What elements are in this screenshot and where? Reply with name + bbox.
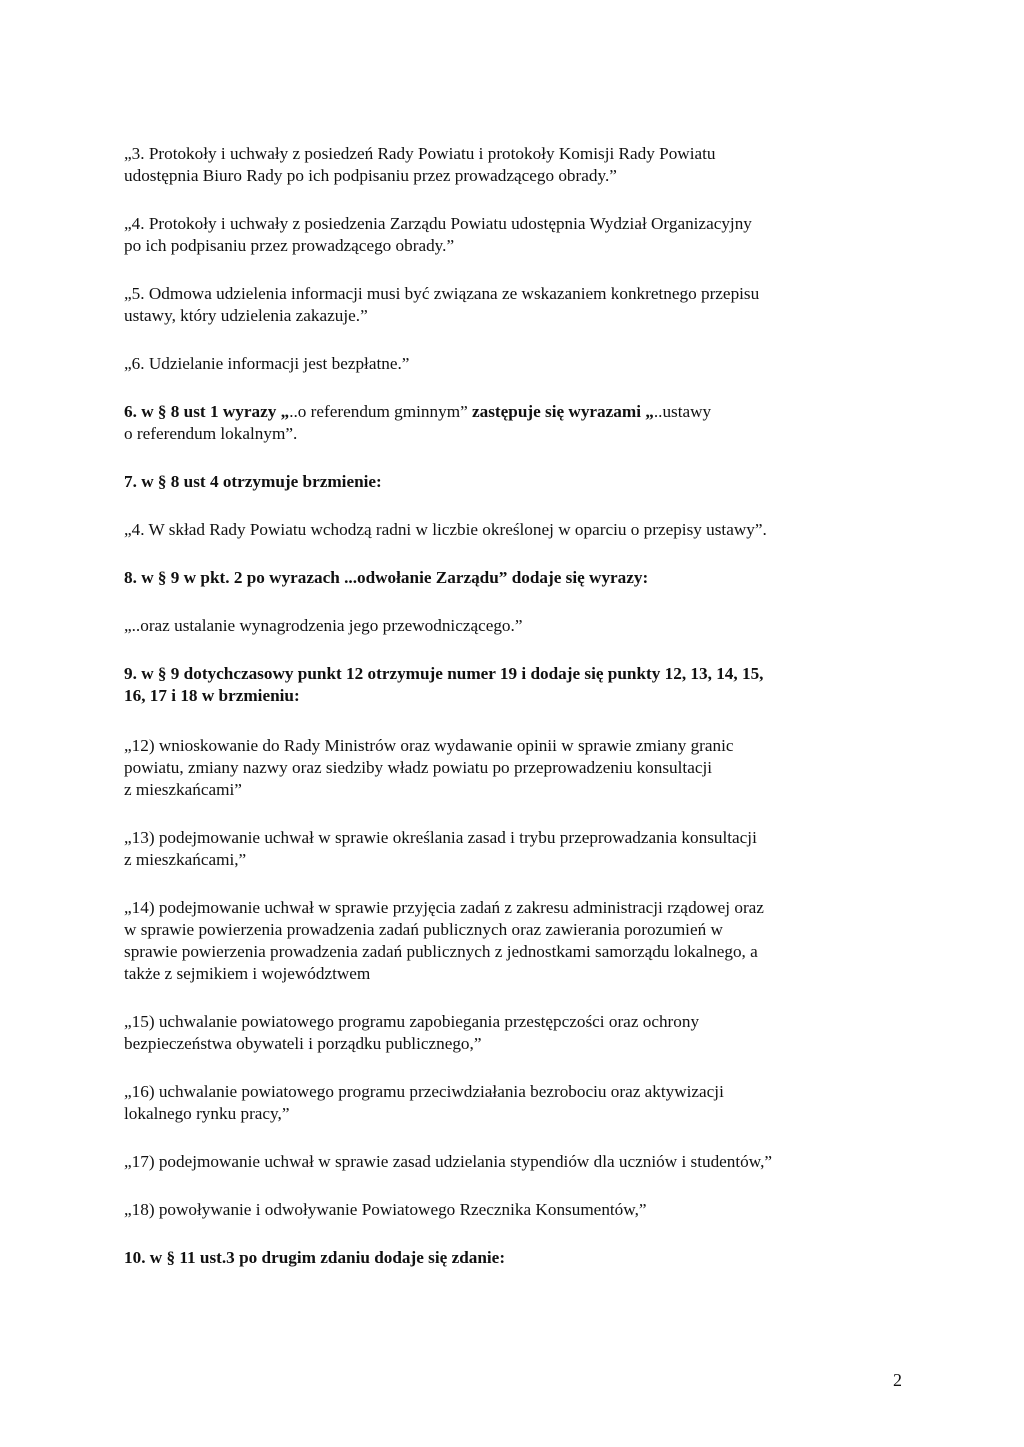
point-13 — [124, 827, 914, 871]
text-line: ustawy, który udzielenia zakazuje.” — [124, 306, 368, 325]
text-line: sprawie powierzenia prowadzenia zadań publicznych z jednostkami samorządu lokalnego, a — [124, 942, 758, 961]
paragraph-5 — [124, 283, 914, 327]
document-body — [124, 143, 914, 1269]
item-heading: 10. w § 11 ust.3 po drugim zdaniu dodaje się zdanie: — [124, 1248, 506, 1267]
amendment-item-9 — [124, 663, 914, 707]
text-line: „..oraz ustalanie wynagrodzenia jego przewodniczącego.” — [124, 616, 523, 635]
item-heading: 9. w § 9 dotychczasowy punkt 12 otrzymuje numer 19 i dodaje się punkty 12, 13, 14, 15, — [124, 664, 764, 683]
text-line: „12) wnioskowanie do Rady Ministrów oraz wydawanie opinii w sprawie zmiany granic — [124, 736, 734, 755]
amendment-item-7 — [124, 471, 914, 493]
amendment-item-8 — [124, 567, 914, 589]
amendment-item-8-quote — [124, 615, 914, 637]
point-16 — [124, 1081, 914, 1125]
text-line: z mieszkańcami,” — [124, 850, 247, 869]
amendment-item-10 — [124, 1247, 914, 1269]
text-line: o referendum lokalnym”. — [124, 424, 298, 443]
item-heading: 6. w § 8 ust 1 wyrazy „ — [124, 402, 290, 421]
point-12 — [124, 735, 914, 801]
text-line: „18) powoływanie i odwoływanie Powiatowego Rzecznika Konsumentów,” — [124, 1200, 647, 1219]
point-14 — [124, 897, 914, 985]
text-line: „13) podejmowanie uchwał w sprawie określania zasad i trybu przeprowadzania konsultacji — [124, 828, 757, 847]
quoted-text: ..o referendum gminnym” — [289, 402, 468, 421]
text-line: „14) podejmowanie uchwał w sprawie przyjęcia zadań z zakresu administracji rządowej oraz — [124, 898, 764, 917]
text-line: po ich podpisaniu przez prowadzącego obrady.” — [124, 236, 455, 255]
item-heading: 7. w § 8 ust 4 otrzymuje brzmienie: — [124, 472, 382, 491]
text-line: udostępnia Biuro Rady po ich podpisaniu przez prowadzącego obrady.” — [124, 166, 617, 185]
text-line: także z sejmikiem i województwem — [124, 964, 371, 983]
text-line: „4. W skład Rady Powiatu wchodzą radni w liczbie określonej w oparciu o przepisy ustawy”. — [124, 520, 767, 539]
paragraph-4 — [124, 213, 914, 257]
text-line: w sprawie powierzenia prowadzenia zadań publicznych oraz zawierania porozumień w — [124, 920, 723, 939]
text-line: powiatu, zmiany nazwy oraz siedziby władz powiatu po przeprowadzeniu konsultacji — [124, 758, 713, 777]
text-line: bezpieczeństwa obywateli i porządku publicznego,” — [124, 1034, 482, 1053]
paragraph-3 — [124, 143, 914, 187]
page-number: 2 — [893, 1370, 902, 1390]
text-line: „5. Odmowa udzielenia informacji musi być związana ze wskazaniem konkretnego przepisu — [124, 284, 760, 303]
text-line: „3. Protokoły i uchwały z posiedzeń Rady Powiatu i protokoły Komisji Rady Powiatu — [124, 144, 716, 163]
text-line: „6. Udzielanie informacji jest bezpłatne.” — [124, 354, 410, 373]
point-15 — [124, 1011, 914, 1055]
paragraph-6 — [124, 353, 914, 375]
text-line: „16) uchwalanie powiatowego programu przeciwdziałania bezrobociu oraz aktywizacji — [124, 1082, 724, 1101]
item-heading: zastępuje się wyrazami „ — [467, 402, 654, 421]
text-line: „17) podejmowanie uchwał w sprawie zasad udzielania stypendiów dla uczniów i studentów,” — [124, 1152, 772, 1171]
amendment-item-6 — [124, 401, 914, 445]
paragraph-4-new — [124, 519, 914, 541]
text-line: z mieszkańcami” — [124, 780, 242, 799]
item-heading: 8. w § 9 w pkt. 2 po wyrazach ...odwołanie Zarządu” dodaje się wyrazy: — [124, 568, 649, 587]
text-line: „4. Protokoły i uchwały z posiedzenia Zarządu Powiatu udostępnia Wydział Organizacyjny — [124, 214, 752, 233]
point-17 — [124, 1151, 914, 1173]
point-18 — [124, 1199, 914, 1221]
text-line: lokalnego rynku pracy,” — [124, 1104, 290, 1123]
text-line: „15) uchwalanie powiatowego programu zapobiegania przestępczości oraz ochrony — [124, 1012, 700, 1031]
quoted-text: ..ustawy — [653, 402, 712, 421]
text-line — [124, 401, 914, 423]
item-heading: 16, 17 i 18 w brzmieniu: — [124, 686, 300, 705]
